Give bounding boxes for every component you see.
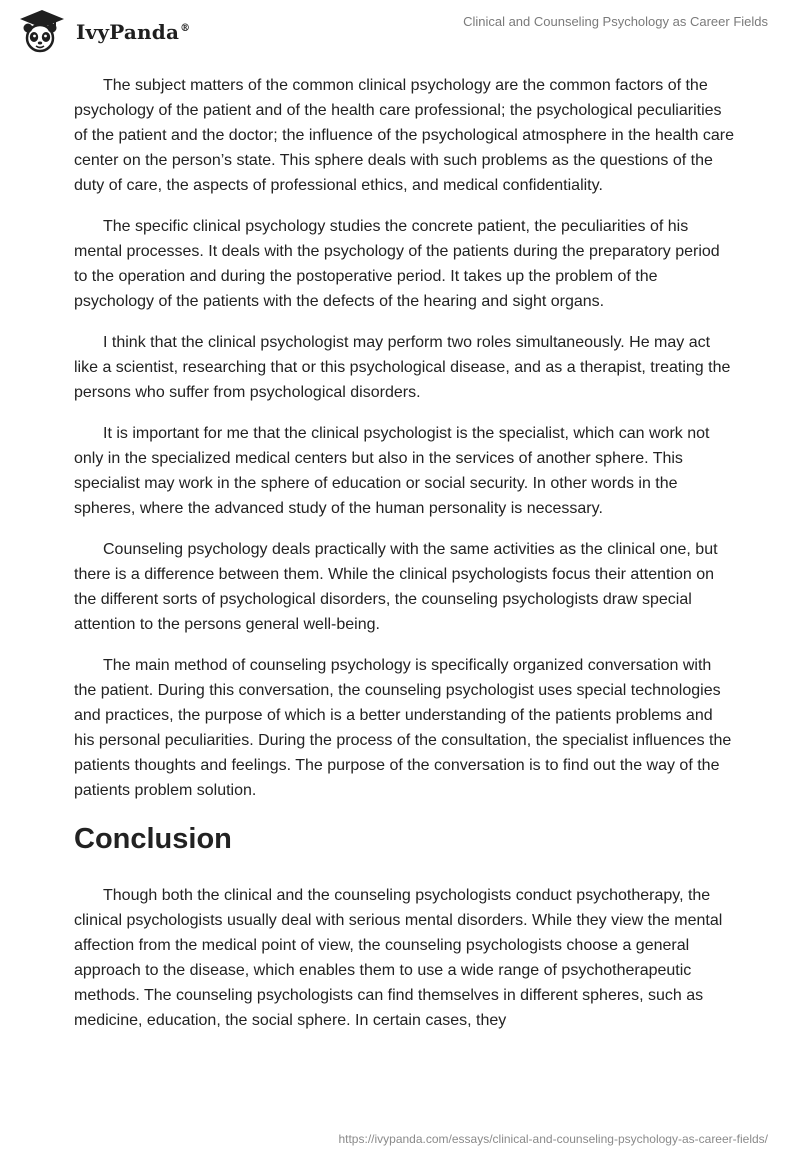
page-header	[0, 0, 800, 60]
essay-paragraph: The specific clinical psychology studies the concrete patient, the peculiarities of his mental processes. It deals with the psychology of the patients during the preparatory period to the operation and during the postoperative period. It takes up the problem of the psychology of the patients with the defects of the hearing and sight organs.	[74, 218, 720, 310]
brand-name: IvyPanda®	[76, 20, 191, 44]
running-title: Clinical and Counseling Psychology as Career Fields	[463, 14, 768, 29]
essay-paragraph: The subject matters of the common clinical psychology are the common factors of the psychology of the patient and of the health care professional; the psychological peculiarities of the patient and the doctor; the influence of the psychological atmosphere in the health care center on the person’s state. This sphere deals with such problems as the questions of the duty of care, the aspects of professional ethics, and medical confidentiality.	[74, 77, 734, 194]
source-url[interactable]: https://ivypanda.com/essays/clinical-and-counseling-psychology-as-career-fields/	[338, 1132, 768, 1146]
registered-mark: ®	[180, 23, 191, 35]
essay-paragraph: It is important for me that the clinical psychologist is the specialist, which can work not only in the specialized medical centers but also in the services of another sphere. This specialist may work in the sphere of education or social security. In other words in the spheres, where the advanced study of the human personality is necessary.	[74, 425, 710, 517]
ivypanda-logo[interactable]	[14, 8, 190, 54]
panda-graduate-icon	[14, 8, 70, 54]
conclusion-paragraph: Though both the clinical and the counseling psychologists conduct psychotherapy, the clinical psychologists usually deal with serious mental disorders. While they view the mental affection from the medical point of view, the counseling psychologists choose a general approach to the disease, which enables them to use a wide range of psychotherapeutic methods. The counseling psychologists can find themselves in different spheres, such as medicine, education, the social sphere. In certain cases, they	[74, 887, 723, 1029]
essay-paragraph: Counseling psychology deals practically with the same activities as the clinical one, but there is a difference between them. While the clinical psychologists focus their attention on the different sorts of psychological disorders, the counseling psychologists draw special attention to the persons general well-being.	[74, 541, 718, 633]
essay-paragraph: I think that the clinical psychologist may perform two roles simultaneously. He may act like a scientist, researching that or this psychological disease, and as a therapist, treating the persons who suffer from psychological disorders.	[74, 334, 731, 401]
conclusion-heading: Conclusion	[74, 823, 232, 855]
essay-paragraph: The main method of counseling psychology is specifically organized conversation with the patient. During this conversation, the counseling psychologist uses special technologies and practices, the purpose of which is a better understanding of the patients problems and his personal peculiarities. During the process of the consultation, the specialist influences the patients thoughts and feelings. The purpose of the conversation is to find out the way of the patients problem solution.	[74, 657, 732, 799]
essay-content	[74, 73, 734, 1049]
